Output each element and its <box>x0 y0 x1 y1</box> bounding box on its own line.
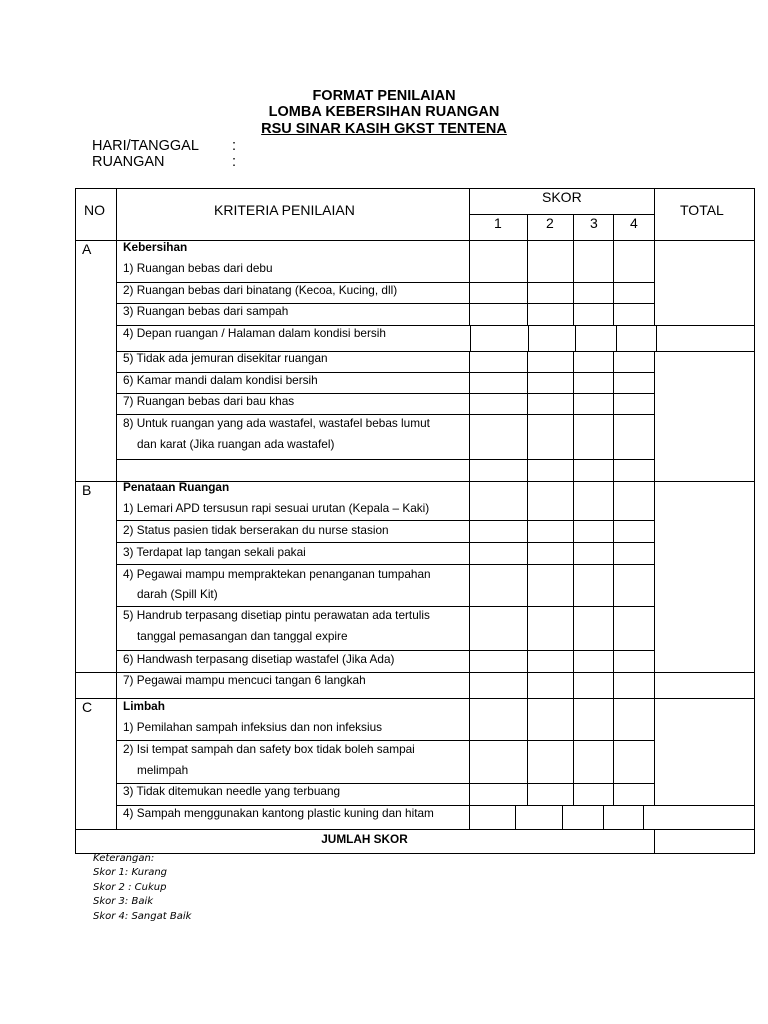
col-header-skor: SKOR <box>542 189 582 205</box>
col-header-kriteria: KRITERIA PENILAIAN <box>214 202 355 218</box>
criteria-item: 2) Isi tempat sampah dan safety box tidak boleh sampai <box>123 742 415 756</box>
criteria-item: 1) Lemari APD tersusun rapi sesuai urutan (Kepala – Kaki) <box>123 501 430 515</box>
criteria-item-continued: melimpah <box>137 763 189 777</box>
criteria-item: 2) Status pasien tidak berserakan du nurse stasion <box>123 523 389 537</box>
section-letter-a: A <box>82 241 92 257</box>
criteria-item: 4) Sampah menggunakan kantong plastic kuning dan hitam <box>123 806 434 820</box>
note-line: Skor 4: Sangat Baik <box>93 911 192 922</box>
hari-tanggal-label: HARI/TANGGAL <box>92 138 199 154</box>
criteria-item: 6) Handwash terpasang disetiap wastafel (Jika Ada) <box>123 652 395 666</box>
skor-col-4: 4 <box>630 215 638 231</box>
notes-heading: Keterangan: <box>93 853 155 864</box>
hari-tanggal-colon: : <box>232 138 237 154</box>
criteria-item-continued: tanggal pemasangan dan tanggal expire <box>137 629 348 643</box>
criteria-item: 4) Pegawai mampu mempraktekan penanganan tumpahan <box>123 567 431 581</box>
criteria-item: 5) Handrub terpasang disetiap pintu perawatan ada tertulis <box>123 608 430 622</box>
criteria-item: 1) Pemilahan sampah infeksius dan non infeksius <box>123 720 383 734</box>
note-line: Skor 3: Baik <box>93 896 154 907</box>
section-title-kebersihan: Kebersihan <box>123 240 188 254</box>
section-title-limbah: Limbah <box>123 699 165 713</box>
criteria-item: 7) Pegawai mampu mencuci tangan 6 langkah <box>123 673 366 687</box>
title-lomba: LOMBA KEBERSIHAN RUANGAN <box>268 104 500 120</box>
skor-col-3: 3 <box>590 215 598 231</box>
criteria-item: 5) Tidak ada jemuran disekitar ruangan <box>123 351 328 365</box>
skor-col-1: 1 <box>494 215 502 231</box>
criteria-item-continued: dan karat (Jika ruangan ada wastafel) <box>137 437 335 451</box>
criteria-item: 3) Ruangan bebas dari sampah <box>123 304 289 318</box>
criteria-item: 2) Ruangan bebas dari binatang (Kecoa, Kucing, dll) <box>123 283 398 297</box>
criteria-item: 1) Ruangan bebas dari debu <box>123 261 273 275</box>
criteria-item-continued: darah (Spill Kit) <box>137 587 218 601</box>
col-header-total: TOTAL <box>680 202 724 218</box>
criteria-item: 6) Kamar mandi dalam kondisi bersih <box>123 373 318 387</box>
title-format-penilaian: FORMAT PENILAIAN <box>312 88 456 104</box>
note-line: Skor 2 : Cukup <box>93 882 167 893</box>
section-title-penataan: Penataan Ruangan <box>123 480 230 494</box>
title-rsu: RSU SINAR KASIH GKST TENTENA <box>261 121 507 137</box>
col-header-no: NO <box>84 202 105 218</box>
skor-col-2: 2 <box>546 215 554 231</box>
ruangan-colon: : <box>232 154 237 170</box>
criteria-item: 4) Depan ruangan / Halaman dalam kondisi bersih <box>123 326 386 340</box>
jumlah-skor-label: JUMLAH SKOR <box>321 832 408 846</box>
section-letter-c: C <box>82 699 93 715</box>
section-letter-b: B <box>82 482 92 498</box>
criteria-item: 7) Ruangan bebas dari bau khas <box>123 394 295 408</box>
criteria-item: 3) Tidak ditemukan needle yang terbuang <box>123 784 341 798</box>
criteria-item: 8) Untuk ruangan yang ada wastafel, wastafel bebas lumut <box>123 416 430 430</box>
criteria-item: 3) Terdapat lap tangan sekali pakai <box>123 545 306 559</box>
ruangan-label: RUANGAN <box>92 154 165 170</box>
note-line: Skor 1: Kurang <box>93 867 168 878</box>
